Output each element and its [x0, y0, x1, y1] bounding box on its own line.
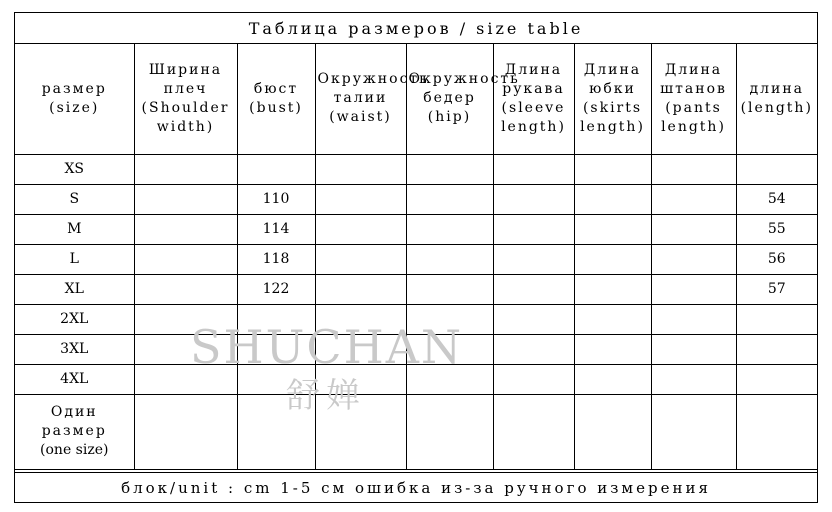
size-label: L [15, 244, 134, 274]
table-cell [493, 154, 574, 184]
table-cell [237, 154, 315, 184]
table-row [15, 244, 817, 274]
table-row [15, 364, 817, 394]
header-skirt-en: (skirts length) [580, 99, 645, 135]
table-cell [736, 394, 817, 469]
header-pants-ru: Длина штанов [660, 61, 727, 97]
table-cell [134, 334, 237, 364]
table-cell [315, 244, 406, 274]
header-size-en: (size) [49, 99, 100, 116]
table-cell [736, 154, 817, 184]
table-cell [493, 184, 574, 214]
table-cell [574, 214, 651, 244]
table-cell [574, 394, 651, 469]
table-cell [315, 364, 406, 394]
header-row [15, 44, 817, 154]
table-cell [315, 154, 406, 184]
table-row [15, 214, 817, 244]
watermark-latin: SHUCHAN [190, 320, 464, 374]
header-size [15, 44, 134, 154]
table-cell [134, 304, 237, 334]
table-cell [406, 244, 493, 274]
header-hip-en: (hip) [427, 109, 472, 126]
header-hip-ru: Окружность бедер [408, 71, 520, 107]
table-cell [134, 394, 237, 469]
header-bust-ru: бюст [253, 80, 299, 97]
table-cell [237, 364, 315, 394]
table-cell [493, 244, 574, 274]
size-table [15, 44, 817, 470]
header-pants-en: (pants length) [661, 99, 726, 135]
one-size-en: (one size) [40, 442, 109, 458]
table-cell [493, 274, 574, 304]
table-cell [406, 274, 493, 304]
table-cell: 57 [736, 274, 817, 304]
table-cell [237, 394, 315, 469]
table-cell [574, 334, 651, 364]
watermark-cjk: 舒婵 [286, 376, 366, 416]
table-cell [134, 244, 237, 274]
size-label: M [15, 214, 134, 244]
table-cell [651, 244, 736, 274]
table-cell [134, 184, 237, 214]
header-skirt [574, 44, 651, 154]
header-skirt-ru: Длина юбки [583, 61, 642, 97]
size-table-frame [14, 12, 818, 503]
size-rows [15, 154, 817, 394]
table-cell [493, 214, 574, 244]
table-cell [651, 364, 736, 394]
table-cell [406, 184, 493, 214]
table-cell [134, 364, 237, 394]
header-sleeve [493, 44, 574, 154]
table-title: Таблица размеров / size table [15, 13, 817, 44]
table-cell [651, 214, 736, 244]
header-shoulder-en: (Shoulder width) [141, 99, 230, 135]
table-cell [406, 214, 493, 244]
header-bust [237, 44, 315, 154]
header-shoulder [134, 44, 237, 154]
table-cell: 122 [237, 274, 315, 304]
table-cell: 110 [237, 184, 315, 214]
table-cell [574, 244, 651, 274]
table-cell [315, 184, 406, 214]
table-cell [574, 304, 651, 334]
header-hip [406, 44, 520, 154]
table-cell [406, 334, 493, 364]
table-footer: блок/unit : cm 1-5 см ошибка из-за ручного измерения [15, 472, 817, 502]
table-cell: 114 [237, 214, 315, 244]
table-cell [736, 334, 817, 364]
table-cell [315, 334, 406, 364]
table-cell [651, 394, 736, 469]
table-cell [493, 334, 574, 364]
table-cell [406, 364, 493, 394]
table-cell [493, 364, 574, 394]
header-bust-en: (bust) [249, 99, 303, 116]
table-cell [134, 154, 237, 184]
header-pants [651, 44, 736, 154]
size-label: S [15, 184, 134, 214]
size-label: XS [15, 154, 134, 184]
table-row [15, 184, 817, 214]
table-cell [315, 274, 406, 304]
one-size-row [15, 394, 817, 469]
table-cell [574, 364, 651, 394]
table-cell: 54 [736, 184, 817, 214]
table-cell [651, 184, 736, 214]
table-cell [406, 304, 493, 334]
table-row [15, 154, 817, 184]
table-row [15, 334, 817, 364]
table-cell [406, 394, 493, 469]
table-cell [574, 184, 651, 214]
size-label: 4XL [15, 364, 134, 394]
table-cell [736, 304, 817, 334]
table-cell [406, 154, 493, 184]
header-sleeve-ru: Длина рукава [502, 61, 565, 97]
table-row [15, 304, 817, 334]
size-label: 3XL [15, 334, 134, 364]
table-cell [574, 154, 651, 184]
header-length [736, 44, 817, 154]
table-cell [574, 274, 651, 304]
header-shoulder-ru: Ширина плеч [148, 61, 223, 97]
table-cell [134, 214, 237, 244]
one-size-label [15, 394, 134, 469]
table-cell [134, 274, 237, 304]
table-cell [651, 274, 736, 304]
table-cell: 55 [736, 214, 817, 244]
table-row [15, 274, 817, 304]
table-cell [315, 304, 406, 334]
size-label: XL [15, 274, 134, 304]
header-length-en: (length) [740, 99, 813, 116]
header-waist-ru: Окружность талии [317, 71, 429, 107]
header-length-ru: длина [749, 80, 805, 97]
table-cell: 56 [736, 244, 817, 274]
table-cell: 118 [237, 244, 315, 274]
table-cell [651, 334, 736, 364]
header-waist [315, 44, 429, 154]
table-cell [237, 334, 315, 364]
table-cell [651, 304, 736, 334]
table-cell [493, 394, 574, 469]
table-cell [736, 364, 817, 394]
header-waist-en: (waist) [329, 109, 392, 126]
table-cell [493, 304, 574, 334]
table-cell [651, 154, 736, 184]
size-label: 2XL [15, 304, 134, 334]
header-size-ru: размер [41, 80, 107, 97]
table-cell [315, 214, 406, 244]
header-sleeve-en: (sleeve length) [501, 99, 566, 135]
one-size-ru: Один размер [41, 404, 107, 439]
table-cell [315, 394, 406, 469]
table-cell [237, 304, 315, 334]
